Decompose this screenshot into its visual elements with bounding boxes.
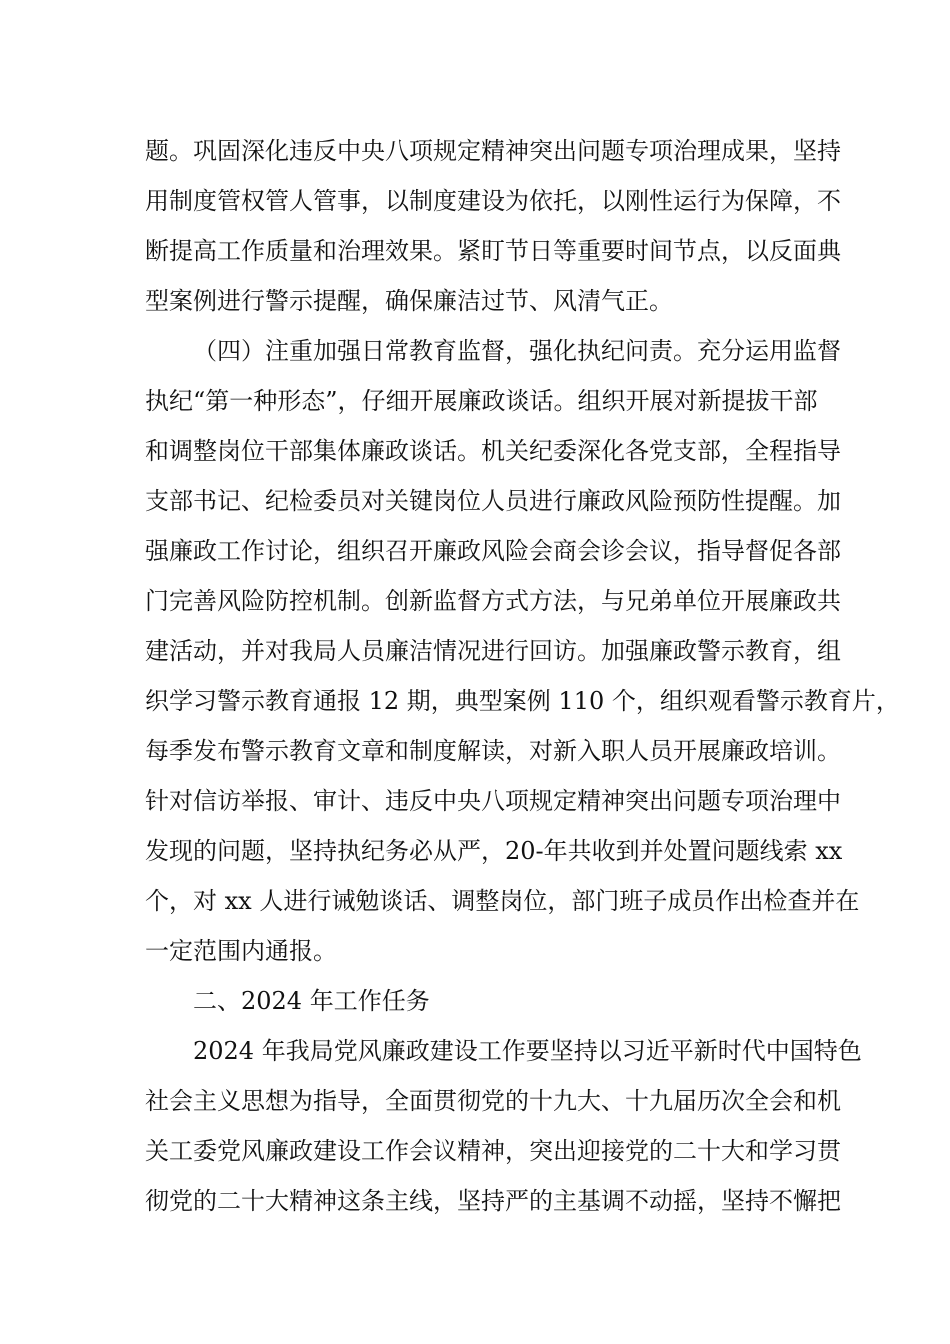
- text-line: 2024 年我局党风廉政建设工作要坚持以习近平新时代中国特色: [193, 1037, 862, 1065]
- text-line: 个，对 xx 人进行诫勉谈话、调整岗位，部门班子成员作出检查并在: [145, 887, 860, 915]
- text-line: 门完善风险防控机制。创新监督方式方法，与兄弟单位开展廉政共: [145, 587, 841, 615]
- text-line: 强廉政工作讨论，组织召开廉政风险会商会诊会议，指导督促各部: [145, 537, 841, 565]
- section-heading-2024: 二、2024 年工作任务: [193, 987, 430, 1015]
- text-line: 织学习警示教育通报 12 期，典型案例 110 个，组织观看警示教育片，: [145, 687, 900, 715]
- text-line: 针对信访举报、审计、违反中央八项规定精神突出问题专项治理中: [145, 787, 841, 815]
- text-line: 一定范围内通报。: [145, 937, 337, 965]
- text-line: 用制度管权管人管事，以制度建设为依托，以刚性运行为保障，不: [145, 187, 841, 215]
- text-line: 断提高工作质量和治理效果。紧盯节日等重要时间节点，以反面典: [145, 237, 841, 265]
- text-line: 型案例进行警示提醒，确保廉洁过节、风清气正。: [145, 287, 673, 315]
- section-heading-4: （四）注重加强日常教育监督，强化执纪问责。充分运用监督: [193, 337, 841, 365]
- text-line: 执纪“第一种形态”，仔细开展廉政谈话。组织开展对新提拔干部: [145, 387, 818, 415]
- text-line: 彻党的二十大精神这条主线，坚持严的主基调不动摇，坚持不懈把: [145, 1187, 841, 1215]
- text-line: 社会主义思想为指导，全面贯彻党的十九大、十九届历次全会和机: [145, 1087, 841, 1115]
- text-line: 每季发布警示教育文章和制度解读，对新入职人员开展廉政培训。: [145, 737, 841, 765]
- text-line: 发现的问题，坚持执纪务必从严，20-年共收到并处置问题线索 xx: [145, 837, 843, 865]
- text-line: 建活动，并对我局人员廉洁情况进行回访。加强廉政警示教育，组: [145, 637, 841, 665]
- text-line: 关工委党风廉政建设工作会议精神，突出迎接党的二十大和学习贯: [145, 1137, 841, 1165]
- text-line: 和调整岗位干部集体廉政谈话。机关纪委深化各党支部，全程指导: [145, 437, 841, 465]
- text-line: 支部书记、纪检委员对关键岗位人员进行廉政风险预防性提醒。加: [145, 487, 841, 515]
- text-line: 题。巩固深化违反中央八项规定精神突出问题专项治理成果，坚持: [145, 137, 841, 165]
